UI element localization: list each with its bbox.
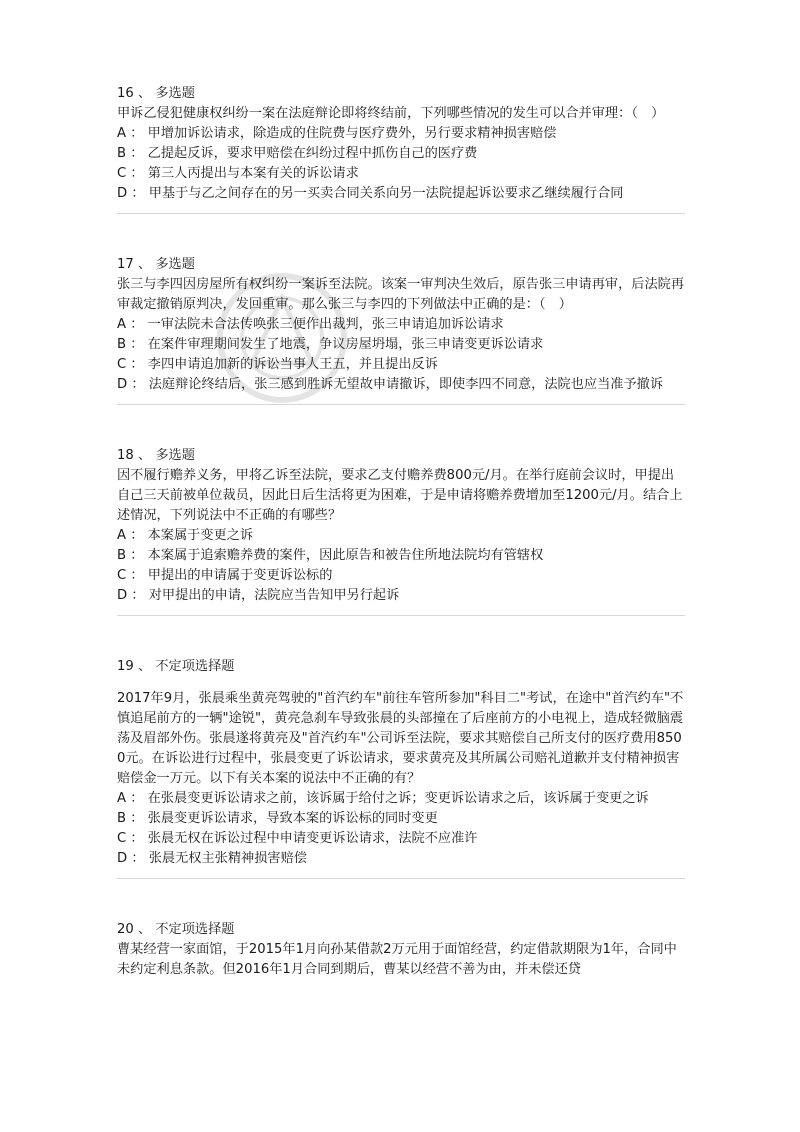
question-stem: 张三与李四因房屋所有权纠纷一案诉至法院。该案一审判决生效后，原告张三申请再审，后法院再审裁定撤销原判决，发回重审。那么张三与李四的下列做法中正确的是：（ ） [117, 277, 685, 312]
option-text: 甲增加诉讼请求，除造成的住院费与医疗费外，另行要求精神损害赔偿 [147, 126, 557, 141]
question-20 [117, 920, 685, 980]
option-d[interactable] [117, 586, 685, 606]
option-letter: C ： [117, 831, 148, 846]
divider [117, 878, 685, 879]
option-letter: A ： [117, 317, 148, 332]
option-b[interactable] [117, 546, 685, 566]
option-text: 在案件审理期间发生了地震，争议房屋坍塌，张三申请变更诉讼请求 [147, 337, 544, 352]
option-letter: A ： [117, 126, 148, 141]
option-d[interactable] [117, 184, 685, 204]
question-type: 多选题 [155, 448, 195, 463]
option-text: 甲提出的申请属于变更诉讼标的 [147, 568, 333, 583]
option-letter: B ： [117, 146, 148, 161]
option-letter: C ： [117, 568, 148, 583]
option-c[interactable] [117, 164, 685, 184]
question-stem: 2017年9月，张晨乘坐黄亮驾驶的"首汽约车"前往车管所参加"科目二"考试，在途中"首汽约车"不慎追尾前方的一辆"途锐"，黄亮急刹车导致张晨的头部撞在了后座前方的小电视上，造成轻微脑震荡及眉部外伤。张晨遂将黄亮及"首汽约车"公司诉至法院，要求其赔偿自己所支付的医疗费用8500元。在诉讼进行过程中，张晨变更了诉讼请求，要求黄亮及其所属公司赔礼道歉并支付精神损害赔偿金一万元。以下有关本案的说法中不正确的有？ [117, 691, 684, 786]
option-text: 张晨变更诉讼请求，导致本案的诉讼标的同时变更 [147, 811, 438, 826]
option-d[interactable] [117, 849, 685, 869]
option-text: 法庭辩论终结后，张三感到胜诉无望故申请撤诉，即使李四不同意，法院也应当准予撤诉 [148, 377, 664, 392]
question-number: 18 、 [117, 448, 155, 463]
divider [117, 213, 685, 214]
divider [117, 615, 685, 616]
option-letter: B ： [117, 548, 148, 563]
question-stem: 甲诉乙侵犯健康权纠纷一案在法庭辩论即将终结前，下列哪些情况的发生可以合并审理：（ ） [117, 106, 665, 121]
question-stem: 因不履行赡养义务，甲将乙诉至法院，要求乙支付赡养费800元/月。在举行庭前会议时，甲提出自己三天前被单位裁员，因此日后生活将更为困难，于是申请将赡养费增加至1200元/月。结合上述情况，下列说法中不正确的有哪些？ [117, 468, 683, 523]
option-text: 本案属于追索赡养费的案件，因此原告和被告住所地法院均有管辖权 [147, 548, 544, 563]
option-letter: D ： [117, 377, 149, 392]
question-type: 不定项选择题 [155, 922, 235, 937]
question-number: 17 、 [117, 257, 155, 272]
option-b[interactable] [117, 144, 685, 164]
question-18 [117, 446, 685, 616]
question-header [117, 657, 685, 677]
question-header [117, 255, 685, 275]
question-type: 不定项选择题 [155, 659, 235, 674]
option-text: 本案属于变更之诉 [147, 528, 254, 543]
option-letter: C ： [117, 166, 148, 181]
question-19 [117, 657, 685, 879]
option-text: 一审法院未合法传唤张三便作出裁判，张三申请追加诉讼请求 [147, 317, 504, 332]
question-header [117, 84, 685, 104]
option-letter: B ： [117, 337, 148, 352]
option-c[interactable] [117, 355, 685, 375]
option-a[interactable] [117, 315, 685, 335]
option-text: 甲基于与乙之间存在的另一买卖合同关系向另一法院提起诉讼要求乙继续履行合同 [148, 186, 624, 201]
option-text: 张晨无权主张精神损害赔偿 [148, 851, 307, 866]
question-type: 多选题 [155, 257, 195, 272]
option-letter: D ： [117, 588, 149, 603]
option-text: 第三人丙提出与本案有关的诉讼请求 [147, 166, 359, 181]
option-text: 张晨无权在诉讼过程中申请变更诉讼请求，法院不应准许 [147, 831, 478, 846]
question-stem: 曹某经营一家面馆，于2015年1月向孙某借款2万元用于面馆经营，约定借款期限为1年，合同中未约定利息条款。但2016年1月合同到期后，曹某以经营不善为由，并未偿还贷 [117, 942, 677, 977]
exam-page [117, 84, 685, 980]
option-letter: A ： [117, 791, 148, 806]
option-a[interactable] [117, 526, 685, 546]
option-c[interactable] [117, 829, 685, 849]
question-header [117, 920, 685, 940]
option-text: 在张晨变更诉讼请求之前，该诉属于给付之诉；变更诉讼请求之后，该诉属于变更之诉 [147, 791, 649, 806]
option-text: 李四申请追加新的诉讼当事人王五，并且提出反诉 [147, 357, 438, 372]
question-header [117, 446, 685, 466]
option-c[interactable] [117, 566, 685, 586]
option-b[interactable] [117, 335, 685, 355]
option-letter: A ： [117, 528, 148, 543]
question-type: 多选题 [155, 86, 195, 101]
option-letter: D ： [117, 186, 149, 201]
option-text: 乙提起反诉，要求甲赔偿在纠纷过程中抓伤自己的医疗费 [147, 146, 478, 161]
option-b[interactable] [117, 809, 685, 829]
question-17 [117, 255, 685, 405]
question-number: 19 、 [117, 659, 155, 674]
option-a[interactable] [117, 789, 685, 809]
option-text: 对甲提出的申请，法院应当告知甲另行起诉 [148, 588, 400, 603]
question-number: 20 、 [117, 922, 155, 937]
option-letter: C ： [117, 357, 148, 372]
option-letter: B ： [117, 811, 148, 826]
question-number: 16 、 [117, 86, 155, 101]
divider [117, 404, 685, 405]
option-a[interactable] [117, 124, 685, 144]
option-d[interactable] [117, 375, 685, 395]
option-letter: D ： [117, 851, 149, 866]
question-16 [117, 84, 685, 214]
